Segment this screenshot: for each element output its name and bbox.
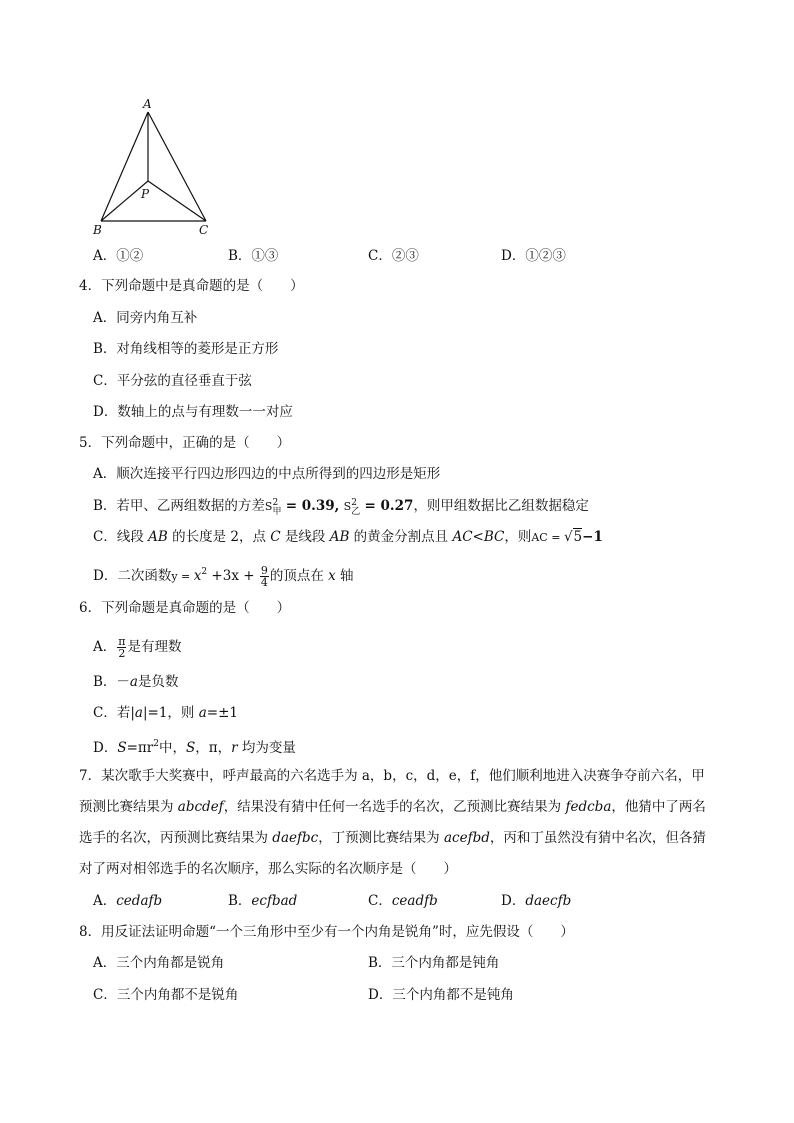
q6d-mid: 中， xyxy=(158,740,186,756)
q7b-val: ecfbad xyxy=(251,893,298,909)
q4-option-c[interactable]: C．平分弦的直径垂直于弦 xyxy=(93,373,252,389)
q7-line3-pre: 选手的名次，丙预测比赛结果为 xyxy=(79,830,273,846)
q5c-mid1: 的长度是 2，点 xyxy=(167,529,271,545)
q8-option-d[interactable]: D．三个内角都不是钝角 xyxy=(368,987,514,1003)
q7-line3 xyxy=(79,828,706,848)
q5d-x2-sup: 2 xyxy=(201,567,208,577)
q7-line3-post: ，丙和丁虽然没有猜中名次，但各猜 xyxy=(489,830,706,846)
q6d-pre: D． xyxy=(93,740,118,756)
q7-line3-v2: acefbd xyxy=(443,830,490,846)
q6a-frac-n: π xyxy=(118,635,126,648)
q5c-tail: −1 xyxy=(582,529,603,545)
q5b-s1-sup: 2 xyxy=(272,498,279,508)
q5d-xaxis: x xyxy=(328,568,336,584)
q6-option-c[interactable] xyxy=(93,703,238,723)
q8-option-b[interactable]: B．三个内角都是钝角 xyxy=(368,955,500,971)
q7-option-b[interactable] xyxy=(228,891,297,911)
q5c-sqrt-val: 5 xyxy=(573,529,583,545)
q5c-mid4: ，则 xyxy=(504,529,532,545)
q6d-s2: S xyxy=(185,740,196,756)
q7c-val: ceadfb xyxy=(391,893,438,909)
q7-line2 xyxy=(79,797,706,817)
q6b-pre: B．－ xyxy=(93,674,130,690)
q5b-s1-sub: 甲 xyxy=(272,507,282,517)
label-a: A xyxy=(143,97,152,111)
label-p: P xyxy=(141,187,150,201)
q5d-pre: D．二次函数 xyxy=(93,568,172,584)
q3-option-c[interactable]: C．②③ xyxy=(368,248,419,264)
q6a-frac xyxy=(117,636,126,659)
q5d-plus3x: +3x + xyxy=(207,568,259,584)
q6c-var1: a xyxy=(134,705,143,721)
q5d-frac-n: 9 xyxy=(260,564,268,577)
q7-line1: 7．某次歌手大奖赛中，呼声最高的六名选手为 a，b，c，d，e，f，他们顺利地进入决赛争夺前六名，甲 xyxy=(79,768,705,784)
q6c-var2: a xyxy=(198,705,207,721)
q6a-post: 是有理数 xyxy=(127,639,182,655)
q5b-s2: S xyxy=(343,500,352,513)
q5b-pre: B．若甲、乙两组数据的方差 xyxy=(93,498,265,514)
q6-option-d[interactable] xyxy=(93,734,296,758)
q5-stem: 5．下列命题中，正确的是（ ） xyxy=(79,435,291,451)
q6a-frac-d: 2 xyxy=(118,647,126,660)
q5d-post: 的顶点在 xyxy=(269,568,329,584)
q5c-mid3: 的黄金分割点且 xyxy=(349,529,453,545)
q7d-letter: D． xyxy=(501,893,526,909)
label-b: B xyxy=(93,223,102,237)
q7-line3-v1: daefbc xyxy=(272,830,319,846)
q6d-eq: =πr xyxy=(126,740,154,756)
q5c-ineq: AC<BC xyxy=(452,529,505,545)
q7-line2-v2: fedcba xyxy=(565,799,612,815)
q6d-r: r xyxy=(231,740,238,756)
q7c-letter: C． xyxy=(368,893,392,909)
q6d-sep: ，π， xyxy=(195,740,232,756)
q6-stem: 6．下列命题是真命题的是（ ） xyxy=(79,600,291,616)
q7-option-d[interactable] xyxy=(501,891,571,911)
q5d-frac-d: 4 xyxy=(260,576,268,589)
q4-option-a[interactable]: A．同旁内角互补 xyxy=(93,310,198,326)
q5c-ac: AC = xyxy=(531,531,564,544)
q5b-s2-sub: 乙 xyxy=(351,507,361,517)
q5b-s1: S xyxy=(264,500,273,513)
segment-cp xyxy=(148,181,206,221)
q6b-post: 是负数 xyxy=(137,674,179,690)
q6d-sup: 2 xyxy=(153,739,159,749)
q6c-post: =±1 xyxy=(206,705,238,721)
q7-option-c[interactable] xyxy=(368,891,438,911)
q5c-pre: C．线段 xyxy=(93,529,149,545)
q4-option-d[interactable]: D．数轴上的点与有理数一一对应 xyxy=(93,404,293,420)
q7-line3-mid: ，丁预测比赛结果为 xyxy=(318,830,444,846)
q7-line2-v1: abcdef xyxy=(177,799,224,815)
q5b-eq1: = 0.39, xyxy=(285,498,340,514)
q5-option-c[interactable] xyxy=(93,527,603,548)
q5b-eq2: = 0.27 xyxy=(364,498,414,514)
q5d-x2: x xyxy=(193,568,202,584)
q7a-val: cedafb xyxy=(116,893,163,909)
q7-line2-post: ，他猜中了两名 xyxy=(611,799,706,815)
q6-option-a[interactable] xyxy=(93,636,181,659)
q5d-axis: 轴 xyxy=(335,568,354,584)
segment-ac xyxy=(148,112,206,221)
segment-ab xyxy=(101,112,148,221)
q8-option-a[interactable]: A．三个内角都是锐角 xyxy=(93,955,225,971)
q7-line2-mid: ，结果没有猜中任何一名选手的名次，乙预测比赛结果为 xyxy=(223,799,566,815)
q7-option-a[interactable] xyxy=(93,891,162,911)
q3-option-b[interactable]: B．①③ xyxy=(228,248,279,264)
q5b-post: ，则甲组数据比乙组数据稳定 xyxy=(413,498,589,514)
q5d-y: y = xyxy=(171,570,194,583)
q7-line4: 对了两对相邻选手的名次顺序，那么实际的名次顺序是（ ） xyxy=(79,861,457,877)
q6a-pre: A． xyxy=(93,639,117,655)
q6d-s: S xyxy=(117,740,127,756)
q5d-frac xyxy=(260,565,269,588)
q7a-letter: A． xyxy=(93,893,117,909)
q3-option-d[interactable]: D．①②③ xyxy=(501,248,566,264)
triangle-figure xyxy=(88,92,228,242)
q5c-ab1: AB xyxy=(148,529,168,545)
q5-option-b[interactable] xyxy=(93,496,589,517)
q6c-pre: C．若| xyxy=(93,705,135,721)
q5c-ab2: AB xyxy=(329,529,350,545)
q5c-mid2: 是线段 xyxy=(280,529,330,545)
q5c-c: C xyxy=(270,529,281,545)
label-c: C xyxy=(199,223,209,237)
q6b-var: a xyxy=(129,674,138,690)
q5b-s2-sup: 2 xyxy=(351,498,357,508)
q5-option-a[interactable]: A．顺次连接平行四边形四边的中点所得到的四边形是矩形 xyxy=(93,466,441,482)
q6c-mid: |=1，则 xyxy=(142,705,199,721)
q5c-sqrt-sym: √ xyxy=(563,529,573,545)
q5-option-d[interactable] xyxy=(93,562,354,588)
q4-stem: 4．下列命题中是真命题的是（ ） xyxy=(79,278,304,294)
q7b-letter: B． xyxy=(228,893,252,909)
q8-stem: 8．用反证法证明命题“一个三角形中至少有一个内角是锐角”时，应先假设（ ） xyxy=(79,924,574,940)
q6-option-b[interactable] xyxy=(93,672,178,692)
q3-option-a[interactable]: A．①② xyxy=(93,248,144,264)
q4-option-b[interactable]: B．对角线相等的菱形是正方形 xyxy=(93,341,279,357)
q6d-post: 均为变量 xyxy=(237,740,296,756)
q7-line2-pre: 预测比赛结果为 xyxy=(79,799,178,815)
q8-option-c[interactable]: C．三个内角都不是锐角 xyxy=(93,987,239,1003)
q7d-val: daecfb xyxy=(525,893,572,909)
